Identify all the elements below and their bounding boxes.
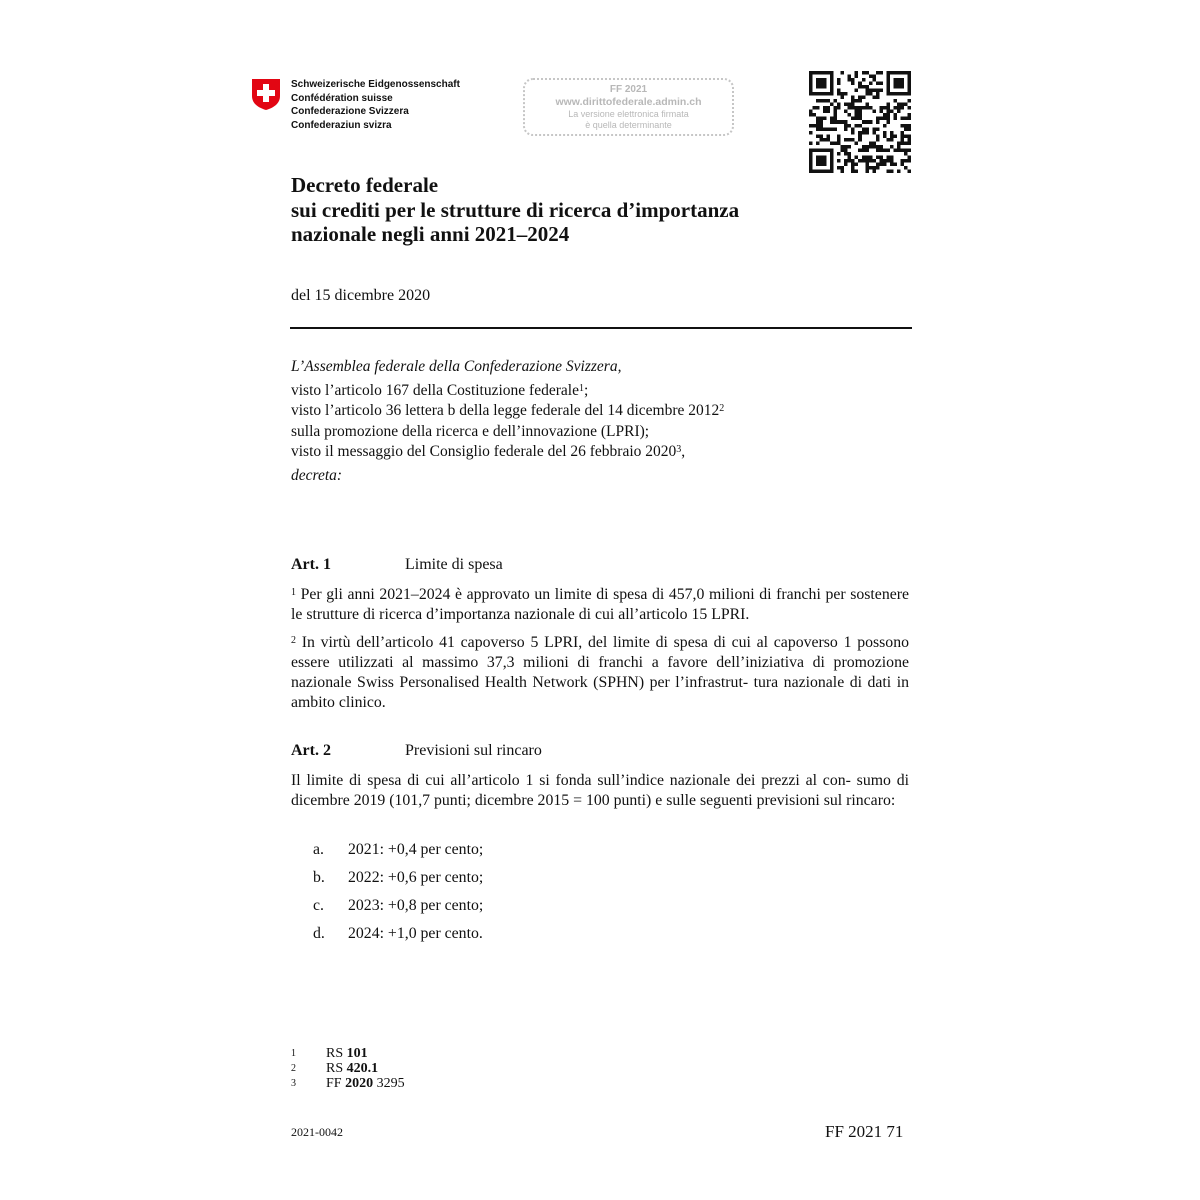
preamble-line-2: visto l’articolo 36 lettera b della legge federale del 14 dicembre 2012$^2$ — [291, 402, 725, 419]
article-2-title: Previsioni sul rincaro — [405, 742, 542, 759]
article-2-number: Art. 2 — [291, 742, 331, 759]
confederation-line-fr: Confédération suisse — [291, 92, 393, 104]
footnote-item: 3 FF 2020 3295 — [291, 1076, 405, 1091]
decree-date: del 15 dicembre 2020 — [291, 287, 431, 304]
inflation-forecast-list — [313, 836, 483, 948]
confederation-line-rm: Confederaziun svizra — [291, 119, 392, 131]
list-item: a. 2021: +0,4 per cento; — [313, 841, 484, 858]
article-2-heading — [291, 742, 542, 760]
footnote-ref-3[interactable]: 3 — [676, 444, 682, 455]
page-reference: FF 2021 71 — [825, 1122, 904, 1141]
preamble-line-4: visto il messaggio del Consiglio federale del 26 febbraio 2020$^3$, — [291, 443, 686, 460]
footnote-ref-2[interactable]: 2 — [719, 403, 725, 414]
list-item: d. 2024: +1,0 per cento. — [313, 925, 483, 942]
official-publication-stamp — [523, 78, 734, 136]
article-2-paragraph: Il limite di spesa di cui all’articolo 1 si fonda sull’indice nazionale dei prezzi al con- sumo di dicembre 2019 (101,7 punti; dicembre 2015 = 100 punti) e sulle seguenti previsioni sul rincaro: — [291, 772, 909, 809]
confederation-line-it: Confederazione Svizzera — [291, 106, 409, 117]
confederation-wordmark — [291, 78, 460, 132]
document-number: 2021-0042 — [291, 1125, 343, 1139]
article-1-number: Art. 1 — [291, 556, 331, 573]
footnote-item: 1 RS 101 — [291, 1046, 368, 1061]
footnote-item: 2 RS 420.1 — [291, 1061, 379, 1076]
article-1-paragraph-2: $^2$ In virtù dell’articolo 41 capoverso 5 LPRI, del limite di spesa di cui al capoverso 1 possono essere utilizzati al massimo 37,3 milioni di franchi a favore dell’iniziativa di promozione nazionale Swiss Personalised Health Network (SPHN) per l’infrastrut- tura nazionale di dati in ambito clinico. — [291, 634, 909, 711]
footnote-ref-1[interactable]: 1 — [578, 382, 584, 394]
title-line-1: Decreto federale — [291, 173, 439, 197]
swiss-cross-icon — [251, 78, 281, 111]
stamp-line-2: www.dirittofederale.admin.ch — [555, 96, 702, 108]
article-1-paragraph-1: $^1$ Per gli anni 2021–2024 è approvato un limite di spesa di 457,0 milioni di franchi per sostenere le strutture di ricerca d’importanza nazionale di cui all’articolo 15 LPRI. — [291, 586, 909, 623]
decree-title — [291, 173, 739, 247]
preamble-decreta: decreta: — [291, 466, 343, 484]
preamble-line-3: sulla promozione della ricerca e dell’innovazione (LPRI); — [291, 422, 650, 440]
article-1-title: Limite di spesa — [405, 556, 503, 573]
qr-code-icon[interactable] — [809, 71, 911, 173]
title-divider — [290, 327, 912, 329]
preamble — [291, 357, 724, 486]
title-line-3: nazionale negli anni 2021–2024 — [291, 222, 570, 246]
article-1-heading — [291, 556, 503, 574]
list-item: c. 2023: +0,8 per cento; — [313, 897, 484, 914]
footnotes — [291, 1046, 405, 1091]
preamble-line-1: visto l’articolo 167 della Costituzione federale$^1$; — [291, 381, 589, 399]
confederation-line-de: Schweizerische Eidgenossenschaft — [291, 79, 460, 90]
title-line-2: sui crediti per le strutture di ricerca d’importanza — [291, 197, 740, 222]
stamp-line-3: La versione elettronica firmata — [568, 109, 689, 119]
preamble-assembly: L’Assemblea federale della Confederazione Svizzera, — [291, 358, 622, 375]
stamp-line-4: è quella determinante — [585, 120, 672, 130]
stamp-line-1: FF 2021 — [609, 84, 648, 95]
list-item: b. 2022: +0,6 per cento; — [313, 869, 484, 886]
